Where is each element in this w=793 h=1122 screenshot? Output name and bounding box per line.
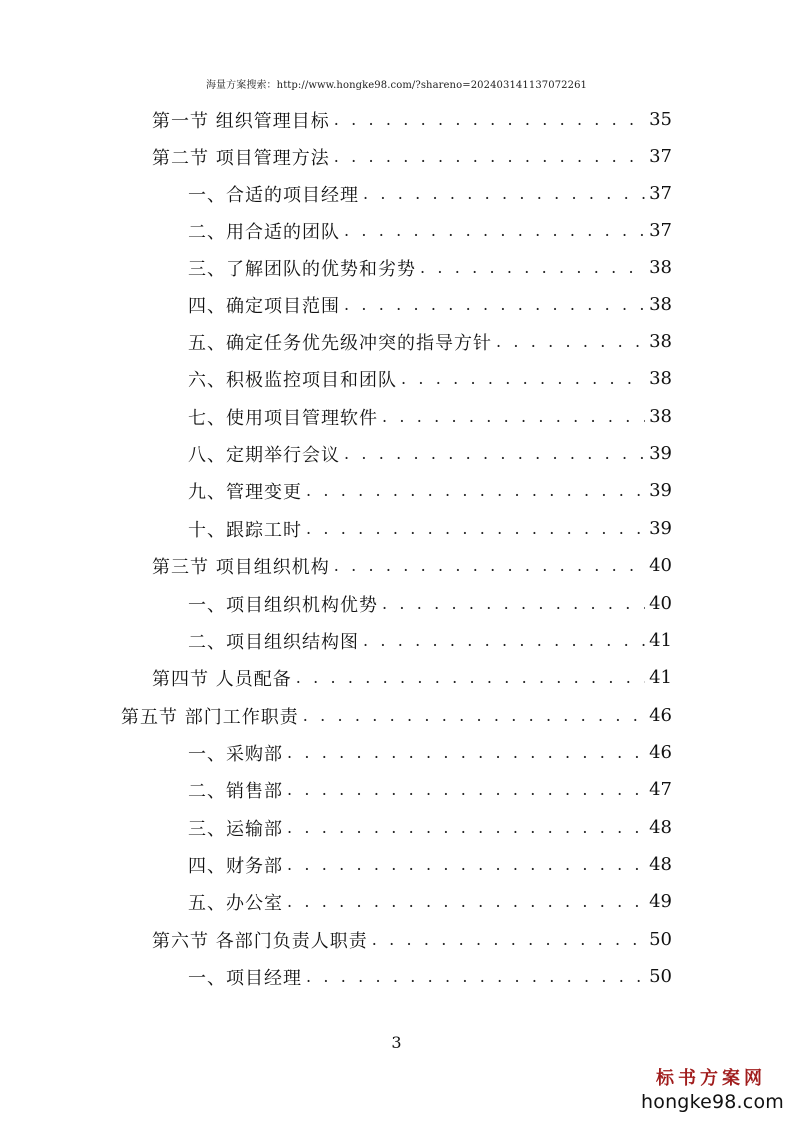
toc-leader bbox=[344, 295, 645, 314]
toc-leader bbox=[306, 519, 645, 538]
toc-entry[interactable] bbox=[188, 510, 672, 547]
toc-entry-label: 第五节 部门工作职责 bbox=[121, 706, 299, 728]
toc-entry-label: 六、积极监控项目和团队 bbox=[188, 369, 397, 391]
toc-entry[interactable] bbox=[188, 958, 672, 995]
toc-entry[interactable] bbox=[188, 809, 672, 846]
toc-entry[interactable] bbox=[188, 360, 672, 397]
toc-entry-page: 48 bbox=[649, 817, 672, 838]
toc-entry-label: 四、财务部 bbox=[188, 855, 283, 877]
toc-entry-page: 41 bbox=[649, 630, 672, 651]
page-number: 3 bbox=[391, 1033, 402, 1052]
toc-entry[interactable] bbox=[152, 921, 672, 958]
toc-entry-page: 39 bbox=[649, 518, 672, 539]
toc-entry[interactable] bbox=[121, 697, 672, 734]
toc-entry-label: 五、确定任务优先级冲突的指导方针 bbox=[188, 332, 492, 354]
toc-leader bbox=[306, 481, 645, 500]
toc-entry[interactable] bbox=[188, 771, 672, 808]
toc-leader bbox=[496, 332, 645, 351]
toc-entry-label: 七、使用项目管理软件 bbox=[188, 407, 378, 429]
toc-entry-page: 46 bbox=[649, 705, 672, 726]
toc-entry-label: 一、项目组织机构优势 bbox=[188, 594, 378, 616]
toc-leader bbox=[382, 594, 645, 613]
toc-leader bbox=[363, 631, 645, 650]
brand-logo-cn: 标书方案网 bbox=[656, 1068, 766, 1089]
toc-leader bbox=[420, 258, 645, 277]
toc-entry-page: 48 bbox=[649, 854, 672, 875]
toc-entry[interactable] bbox=[152, 138, 672, 175]
brand-logo-en: hongke98.com bbox=[641, 1091, 784, 1113]
toc-leader bbox=[287, 892, 645, 911]
toc-entry-label: 二、用合适的团队 bbox=[188, 221, 340, 243]
toc-entry-label: 第六节 各部门负责人职责 bbox=[152, 930, 368, 952]
toc-entry-page: 40 bbox=[649, 555, 672, 576]
toc-entry-label: 四、确定项目范围 bbox=[188, 295, 340, 317]
toc-entry-label: 九、管理变更 bbox=[188, 481, 302, 503]
toc-entry-page: 38 bbox=[649, 406, 672, 427]
toc-entry[interactable] bbox=[188, 175, 672, 212]
toc-entry-page: 49 bbox=[649, 891, 672, 912]
toc-entry-label: 一、合适的项目经理 bbox=[188, 184, 359, 206]
toc-entry-label: 二、项目组织结构图 bbox=[188, 631, 359, 653]
toc-entry-label: 一、采购部 bbox=[188, 743, 283, 765]
toc-entry-page: 38 bbox=[649, 331, 672, 352]
toc-entry-page: 46 bbox=[649, 742, 672, 763]
toc-entry[interactable] bbox=[188, 622, 672, 659]
toc-leader bbox=[334, 147, 645, 166]
toc-leader bbox=[287, 780, 645, 799]
toc-entry-page: 50 bbox=[649, 966, 672, 987]
toc-entry[interactable] bbox=[188, 249, 672, 286]
toc-leader bbox=[344, 221, 645, 240]
toc-entry-page: 38 bbox=[649, 368, 672, 389]
toc-entry[interactable] bbox=[188, 883, 672, 920]
toc-entry[interactable] bbox=[188, 323, 672, 360]
toc-entry-page: 35 bbox=[649, 109, 672, 130]
toc-entry[interactable] bbox=[188, 212, 672, 249]
toc-entry[interactable] bbox=[188, 472, 672, 509]
toc-leader bbox=[287, 743, 645, 762]
toc-entry-label: 八、定期举行会议 bbox=[188, 444, 340, 466]
toc-entry-label: 三、了解团队的优势和劣势 bbox=[188, 258, 416, 280]
toc-entry-label: 一、项目经理 bbox=[188, 967, 302, 989]
toc-leader bbox=[382, 407, 645, 426]
toc-leader bbox=[334, 110, 645, 129]
toc-entry-page: 50 bbox=[649, 929, 672, 950]
toc-entry-page: 37 bbox=[649, 183, 672, 204]
toc-leader bbox=[303, 706, 645, 725]
toc-entry[interactable] bbox=[188, 734, 672, 771]
toc-entry-label: 第三节 项目组织机构 bbox=[152, 556, 330, 578]
toc-leader bbox=[363, 184, 645, 203]
toc-entry[interactable] bbox=[152, 101, 672, 138]
toc-entry[interactable] bbox=[188, 286, 672, 323]
toc-entry-label: 十、跟踪工时 bbox=[188, 519, 302, 541]
toc-entry-page: 39 bbox=[649, 443, 672, 464]
toc-entry-label: 第一节 组织管理目标 bbox=[152, 110, 330, 132]
toc-entry[interactable] bbox=[188, 585, 672, 622]
toc-leader bbox=[287, 855, 645, 874]
toc-entry-label: 第四节 人员配备 bbox=[152, 668, 292, 690]
toc-entry-page: 38 bbox=[649, 294, 672, 315]
toc-entry-page: 41 bbox=[649, 667, 672, 688]
toc-entry[interactable] bbox=[188, 398, 672, 435]
toc-leader bbox=[372, 930, 645, 949]
toc-leader bbox=[401, 369, 645, 388]
toc-entry-page: 37 bbox=[649, 146, 672, 167]
brand-logo[interactable] bbox=[641, 1064, 784, 1113]
toc-entry[interactable] bbox=[188, 435, 672, 472]
toc-entry-page: 47 bbox=[649, 779, 672, 800]
toc-entry-label: 第二节 项目管理方法 bbox=[152, 147, 330, 169]
toc-leader bbox=[296, 668, 645, 687]
toc-leader bbox=[344, 444, 645, 463]
toc-entry[interactable] bbox=[152, 547, 672, 584]
toc-entry-page: 40 bbox=[649, 593, 672, 614]
toc-entry-label: 二、销售部 bbox=[188, 780, 283, 802]
toc-entry[interactable] bbox=[188, 846, 672, 883]
source-header: 海量方案搜索：http://www.hongke98.com/?shareno=202403141137072261 bbox=[205, 80, 588, 91]
toc-leader bbox=[306, 967, 645, 986]
toc-entry-page: 39 bbox=[649, 480, 672, 501]
toc-leader bbox=[334, 556, 645, 575]
toc-entry[interactable] bbox=[152, 659, 672, 696]
toc-leader bbox=[287, 818, 645, 837]
toc-entry-label: 五、办公室 bbox=[188, 892, 283, 914]
toc-entry-label: 三、运输部 bbox=[188, 818, 283, 840]
toc-entry-page: 37 bbox=[649, 220, 672, 241]
toc-entry-page: 38 bbox=[649, 257, 672, 278]
